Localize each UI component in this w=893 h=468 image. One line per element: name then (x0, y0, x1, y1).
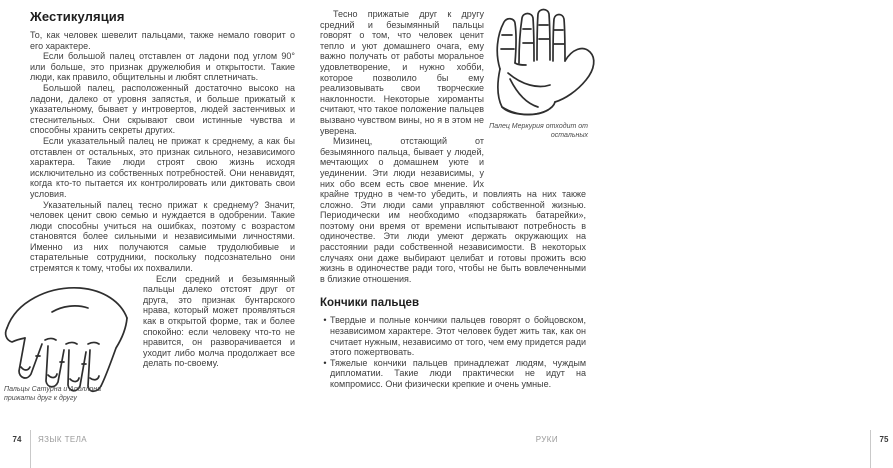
right-body-text (320, 9, 586, 390)
paragraph: Мизинец, отстающий от безымянного пальца, бывает у людей, мечтающих о домашнем уюте и уединении. Эти люди независимы, у них обо всем есть свое мнение. Их крайне трудно в чем-то убедить, и повлиять на них также сложно. Эти люди сами управляют собственной жизнью. Периодически им необходимо «подзаряжать батарейки», поэтому они время от времени испытывают потребность в одиночестве. Эти люди умеют держать окружающих на расстоянии ради собственной независимости. В некоторых случаях они даже выбирают целибат и готовы прожить всю жизнь в одиночестве ради того, чтобы не быть вовлеченными в близкие отношения. (320, 136, 586, 284)
footer-rule (30, 430, 31, 468)
bullet-text: Тяжелые кончики пальцев принадлежат людям, чуждым дипломатии. Такие люди практически не идут на компромисс. Они физически крепкие и очень умные. (330, 357, 586, 389)
page-right (300, 0, 889, 468)
page-number: 74 (12, 435, 22, 444)
paragraph: Указательный палец тесно прижат к среднему? Значит, человек ценит свою семью и нуждается в одобрении. Такие люди способны учиться на ошибках, поэтому с возрастом становятся более сильными и независимыми личностями. Именно из них получаются самые трудолюбивые и старательные сотрудники, поскольку подсознательно они стремятся к тому, чтобы их похвалили. (30, 199, 295, 274)
left-body-text (4, 30, 295, 402)
paragraph: Если средний и безымянный пальцы далеко отстоят друг от друга, это признак бунтарского нрава, который может проявляться как в открытой форме, так и более спокойно: если человеку что-то не нравится, он разворачивается и уходит либо молча продолжает все делать по-своему. (143, 273, 295, 369)
running-title: РУКИ (535, 435, 558, 444)
page-left (0, 0, 300, 468)
footer-rule (870, 430, 871, 468)
paragraph: Большой палец, расположенный достаточно высоко на ладони, далеко от уровня запястья, и больше прижатый к указательному, бывает у интровертов, людей застенчивых и стеснительных. Они скрывают свои истинные чувства и способны хранить секреты других. (30, 82, 295, 136)
figure-caption: Палец Меркурия отходит от остальных (489, 123, 588, 139)
bullet-marker: • (323, 315, 327, 326)
bullet-item (320, 358, 586, 390)
page-title: Жестикуляция (30, 9, 125, 24)
bullet-text: Твердые и полные кончики пальцев говорят о бойцовском, независимом характере. Этот человек будет жить так, как он считает нужным, независимо от того, чем ему придется ради этого пожертвовать. (330, 315, 586, 358)
page-number: 75 (879, 435, 889, 444)
paragraph: Если указательный палец не прижат к среднему, а как бы отставлен от остальных, это признак сильного, независимого характера. Такие люди строят свою жизнь исходя исключительно из собственных потребностей. Они ненавидят, когда кто-то пытается их контролировать или диктовать свои условия. (30, 135, 295, 199)
footer-left (0, 430, 300, 468)
paragraph: Если большой палец отставлен от ладони под углом 90° или больше, это признак дружелюбия и открытости. Такие люди, как правило, общительны и любят сплетничать. (30, 51, 295, 83)
bullet-marker: • (323, 357, 327, 368)
paragraph: Тесно прижатые друг к другу средний и безымянный пальцы говорят о том, что человек ценит тепло и уют домашнего очага, ему важно получать от работы моральное удовлетворение, и нужно хобби, которое позволило бы ему реализовывать свои творческие наклонности. Некоторые хироманты считают, что такое положение пальцев вызвано чувством вины, но я в этом не уверена. (320, 9, 484, 136)
section-heading: Кончики пальцев (320, 297, 420, 310)
bullet-item (320, 315, 586, 357)
figure-caption: Пальцы Сатурна и Аполлона прижаты друг к другу (4, 386, 102, 402)
footer-right (300, 430, 889, 468)
running-title: ЯЗЫК ТЕЛА (38, 435, 87, 444)
bullet-list (320, 315, 586, 389)
paragraph: То, как человек шевелит пальцами, также немало говорит о его характере. (30, 30, 295, 51)
